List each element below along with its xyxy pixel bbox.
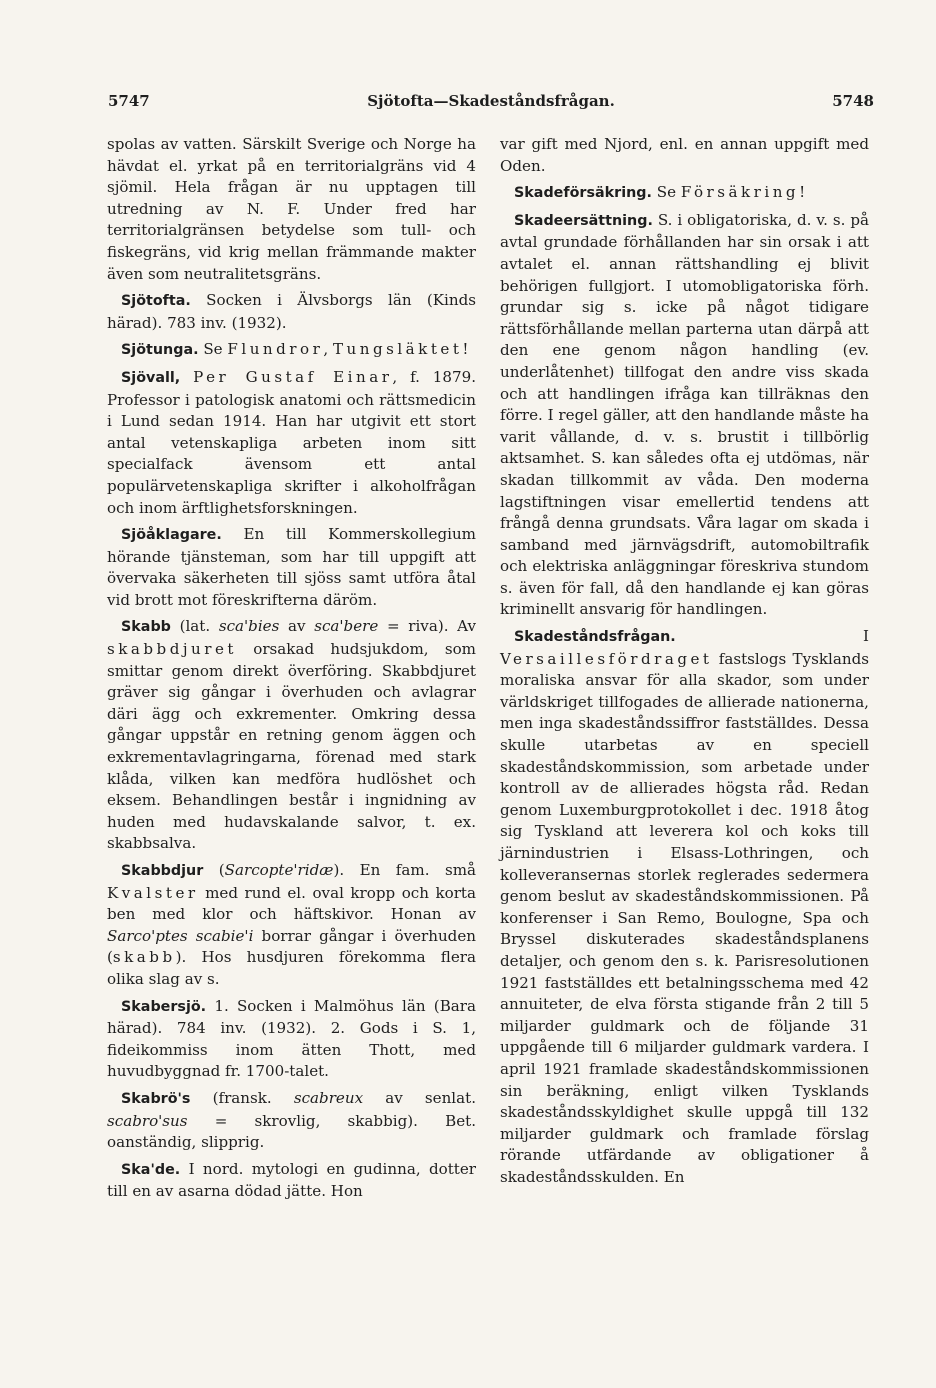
- headword: Skabbdjur: [121, 863, 204, 879]
- italic-term: sca'bere: [314, 617, 379, 636]
- italic-term: Sarcopte'ridæ: [224, 861, 334, 879]
- headword: Ska'de.: [121, 1161, 181, 1178]
- right-column: [500, 134, 869, 1194]
- entry-skadeforsakring: Skadeförsäkring. Se Försäkring!: [514, 183, 806, 202]
- entry-skadeersattning: Skadeersättning. S. i obligatoriska, d. v. s. på avtal grundade förhållanden har sin orsak i att avtalet el. annan rättshandling ej blivit behörigen fullgjort. I utomobligatoriska förh. grundar sig s. icke på något tidigare rättsförhållande mellan parterna utan därpå att den ene genom någon handling (ev. underlåtenhet) tillfogat den andre viss skada och att handlingen ifråga kan tillräknas den förre. I regel gäller, att den handlande måste ha varit vållande, d. v. s. brustit i tillbörlig aktsamhet. S. kan således ofta ej utdömas, när skadan tillkommit av våda. Den moderna lagstiftningen visar emellertid tendens att frångå denna grundsats. Våra lagar om skada i samband med järnvägsdrift, automobiltrafik och elektriska anläggningar föreskriva stundom s. även för fall, då den handlande ej kan göras kriminellt ansvarig för handlingen.: [500, 210, 869, 619]
- headword: Skadeståndsfrågan.: [514, 629, 676, 646]
- headword: Skadeersättning.: [514, 212, 653, 229]
- page-header: [108, 92, 874, 114]
- italic-term: sca'bies: [218, 617, 280, 636]
- italic-term: scabreux: [293, 1088, 364, 1107]
- spaced-term: skabbdjuret: [107, 640, 237, 659]
- italic-term: Sarco'ptes scabie'i: [107, 926, 254, 945]
- italic-term: scabro'sus: [107, 1111, 188, 1130]
- headword: Skabersjö.: [121, 998, 207, 1015]
- headword: Skabb: [121, 619, 171, 636]
- entry-continuation: var gift med Njord, enl. en annan uppgift med Oden.: [500, 135, 869, 175]
- cross-reference: Tungsläktet: [332, 340, 463, 359]
- entry-sjoaklagare: Sjöåklagare. En till Kommerskollegium hörande tjänsteman, som har till uppgift att övervaka säkerheten till sjöss samt utföra åtal vid brott mot föreskrifterna däröm.: [107, 525, 476, 609]
- spaced-term: skabb: [112, 948, 176, 967]
- entry-skabb: Skabb (lat. sca'bies av sca'bere = riva). Av skabbdjuret orsakad hudsjukdom, som smittar genom direkt överföring. Skabbdjuret gräver sig gångar i överhuden och avlagrar däri ägg och exkrementer. Omkring dessa gångar uppstår en retning genom äggen och exkrementavlagringarna, förenad med stark klåda, vilken kan medföra hudlöshet och eksem. Behandlingen består i ingnidning av huden med hudavskalande salvor, t. ex. skabbsalva.: [107, 617, 476, 853]
- headword: Sjötunga.: [121, 342, 199, 359]
- headword: Sjötofta.: [121, 293, 191, 310]
- entry-continuation: spolas av vatten. Särskilt Sverige och Norge ha hävdat el. yrkat på en territorialgräns vid 4 sjömil. Hela frågan är nu upptagen till utredning av N. F. Under fred har territorialgränsen betydelse som tull- och fiskegräns, vid krig mellan främmande makter även som neutralitetsgräns.: [107, 135, 476, 283]
- entry-skabbdjur: Skabbdjur (Sarcopte'ridæ). En fam. små Kvalster med rund el. oval kropp och korta ben med klor och häftskivor. Honan av Sarco'ptes scabie'i borrar gångar i överhuden (skabb). Hos husdjuren förekomma flera olika slag av s.: [107, 861, 477, 988]
- entry-skadestandsfragan: Skadeståndsfrågan. I Versaillesfördraget fastslogs Tysklands moraliska ansvar för alla skador, som under världskriget tillfogades de allierade nationerna, men inga skadeståndssiffror fastställdes. Dessa skulle utarbetas av en speciell skadeståndskommission, som arbetade under kontroll av de allierades högsta råd. Redan genom Luxemburgprotokollet i dec. 1918 åtog sig Tyskland att leverera kol och koks till järnindustrien i Elsass-Lothringen, och kolleveransernas storlek reglerades sedermera genom beslut av skadeståndskommissionen. På konferenser i San Remo, Boulogne, Spa och Bryssel diskuterades skadeståndsplanens detaljer, och genom den s. k. Parisresolutionen 1921 fastställdes ett betalningsschema med 42 annuiteter, de elva första stigande från 2 till 5 miljarder guldmark och de följande 31 uppgående till 6 miljarder guldmark vardera. I april 1921 framlade skadeståndskommissionen sin beräkning, enligt vilken Tysklands skadeståndsskyldighet skulle uppgå till 132 miljarder guldmark och framlade förslag rörande utfärdande av obligationer å skadeståndsskulden. En: [500, 627, 869, 1186]
- cross-reference: Försäkring: [680, 183, 800, 202]
- cross-reference: Flundror: [227, 340, 324, 359]
- headword: Sjöåklagare.: [121, 527, 222, 544]
- left-column: [107, 134, 476, 1208]
- headword: Skadeförsäkring.: [514, 185, 652, 202]
- entry-skabros: Skabrö's (fransk. scabreux av senlat. scabro'sus = skrovlig, skabbig). Bet. oanständig, slipprig.: [107, 1088, 476, 1152]
- entry-skade: Ska'de. I nord. mytologi en gudinna, dotter till en av asarna dödad jätte. Hon: [107, 1159, 476, 1201]
- spaced-term: Versaillesfördraget: [500, 649, 713, 668]
- entry-sjotofta: Sjötofta. Socken i Älvsborgs län (Kinds härad). 783 inv. (1932).: [107, 291, 476, 332]
- headword: Sjövall,: [121, 369, 181, 386]
- headword: Skabrö's: [121, 1090, 191, 1107]
- entry-sjovall: Sjövall, Per Gustaf Einar, f. 1879. Professor i patologisk anatomi och rättsmedicin i Lund sedan 1914. Han har utgivit ett stort antal vetenskapliga arbeten inom sitt specialfack ävensom ett antal populärvetenskapliga skrifter i alkoholfrågan och inom ärftlighetsforskningen.: [107, 367, 476, 517]
- spaced-term: Kvalster: [107, 883, 199, 902]
- entry-sjotunga: Sjötunga. Se Flundror, Tungsläktet!: [121, 340, 469, 359]
- page-number-right: 5748: [832, 92, 874, 110]
- entry-skabersjo: Skabersjö. 1. Socken i Malmöhus län (Bara härad). 784 inv. (1932). 2. Gods i S. 1, fideikommiss inom ätten Thott, med huvudbyggnad fr. 1700-talet.: [107, 996, 476, 1081]
- spaced-name: Per Gustaf Einar: [193, 367, 393, 386]
- running-title: Sjötofta—Skadeståndsfrågan.: [367, 92, 615, 110]
- page-number-left: 5747: [108, 92, 150, 110]
